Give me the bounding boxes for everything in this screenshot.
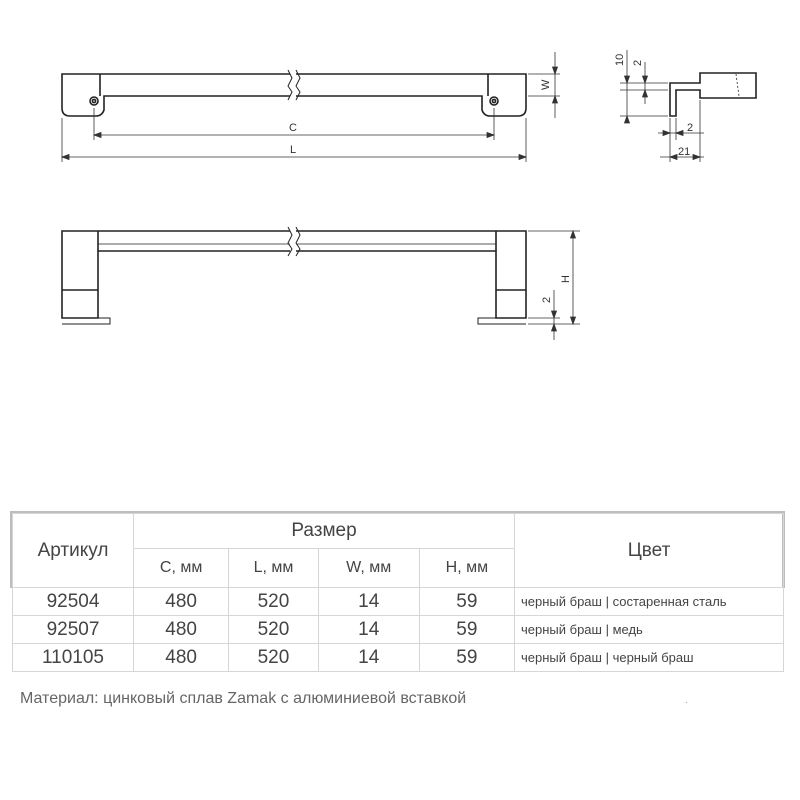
article-cell: 92507 [13, 616, 134, 644]
c-cell: 480 [134, 644, 229, 672]
column-header-w: W, мм [318, 549, 419, 588]
size-header: Размер [134, 514, 515, 549]
label-2-top: 2 [632, 59, 644, 66]
label-10: 10 [614, 53, 626, 66]
color-cell: черный браш | медь [515, 616, 784, 644]
table-row [13, 644, 784, 672]
color-header: Цвет [515, 514, 784, 588]
w-cell: 14 [318, 644, 419, 672]
column-header-l: L, мм [229, 549, 318, 588]
label-21: 21 [678, 146, 691, 158]
label-2-side: 2 [687, 122, 694, 134]
l-cell: 520 [229, 588, 318, 616]
h-cell: 59 [419, 616, 514, 644]
label-w: W [540, 79, 552, 90]
mount-hole-left [90, 97, 98, 105]
h-cell: 59 [419, 644, 514, 672]
stray-dot: . [685, 695, 688, 706]
column-header-c: C, мм [134, 549, 229, 588]
label-h: H [560, 275, 572, 283]
c-cell: 480 [134, 588, 229, 616]
l-cell: 520 [229, 644, 318, 672]
color-cell: черный браш | черный браш [515, 644, 784, 672]
w-cell: 14 [318, 588, 419, 616]
label-2-front: 2 [541, 296, 553, 303]
table-row [13, 616, 784, 644]
label-l: L [290, 144, 297, 156]
dimension-h [528, 231, 580, 340]
article-cell: 92504 [13, 588, 134, 616]
column-header-h: H, мм [419, 549, 514, 588]
material-note: Материал: цинковый сплав Zamak с алюминиевой вставкой [20, 690, 467, 707]
h-cell: 59 [419, 588, 514, 616]
color-cell: черный браш | состаренная сталь [515, 588, 784, 616]
label-c: C [289, 122, 297, 134]
side-profile [670, 73, 756, 116]
article-cell: 110105 [13, 644, 134, 672]
spec-table [12, 513, 784, 672]
mount-hole-right [490, 97, 498, 105]
c-cell: 480 [134, 616, 229, 644]
w-cell: 14 [318, 616, 419, 644]
l-cell: 520 [229, 616, 318, 644]
article-header: Артикул [13, 514, 134, 588]
table-row [13, 588, 784, 616]
